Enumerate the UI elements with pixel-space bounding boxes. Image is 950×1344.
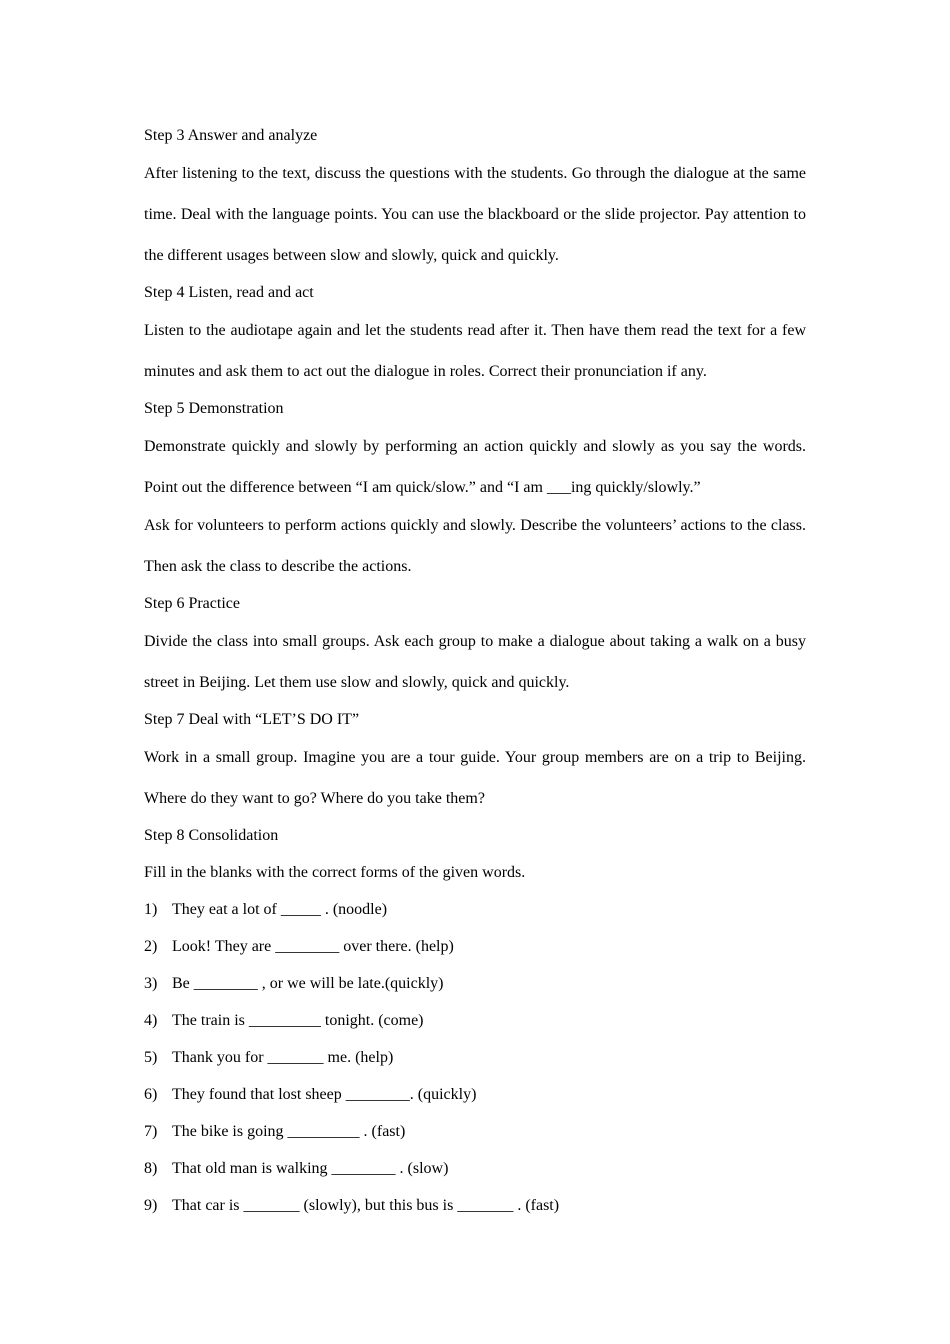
exercise-item (144, 1009, 806, 1033)
exercise-text: The bike is going _________ . (fast) (172, 1123, 406, 1140)
step-5-paragraph-1: Demonstrate quickly and slowly by performing an action quickly and slowly as you say the words. Point out the difference between “I am quick/slow.” and “I am ___ing quickly/slowly.” (144, 438, 806, 496)
exercise-item (144, 1194, 806, 1218)
exercise-list (144, 898, 806, 1218)
exercise-number: 7) (144, 1123, 158, 1140)
step-6-heading: Step 6 Practice (144, 595, 240, 612)
step-8-instruction: Fill in the blanks with the correct forms of the given words. (144, 864, 526, 881)
step-7-heading: Step 7 Deal with “LET’S DO IT” (144, 711, 360, 728)
exercise-text: The train is _________ tonight. (come) (172, 1012, 424, 1029)
exercise-text: They eat a lot of _____ . (noodle) (172, 901, 388, 918)
exercise-number: 6) (144, 1086, 158, 1103)
exercise-text: Look! They are ________ over there. (help) (172, 938, 454, 955)
step-6-paragraph: Divide the class into small groups. Ask each group to make a dialogue about taking a walk on a busy street in Beijing. Let them use slow and slowly, quick and quickly. (144, 633, 806, 691)
step-4-paragraph: Listen to the audiotape again and let the students read after it. Then have them read the text for a few minutes and ask them to act out the dialogue in roles. Correct their pronunciation if any. (144, 322, 806, 380)
exercise-number: 1) (144, 901, 158, 918)
step-5-paragraph-2: Ask for volunteers to perform actions quickly and slowly. Describe the volunteers’ actions to the class. Then ask the class to describe the actions. (144, 517, 806, 575)
exercise-number: 8) (144, 1160, 158, 1177)
step-3-heading: Step 3 Answer and analyze (144, 127, 318, 144)
exercise-number: 9) (144, 1197, 158, 1214)
step-3-paragraph: After listening to the text, discuss the questions with the students. Go through the dialogue at the same time. Deal with the language points. You can use the blackboard or the slide projector. Pay attention to the different usages between slow and slowly, quick and quickly. (144, 165, 806, 264)
exercise-item (144, 1083, 806, 1107)
step-8-heading: Step 8 Consolidation (144, 827, 279, 844)
exercise-item (144, 972, 806, 996)
exercise-item (144, 1157, 806, 1181)
exercise-number: 5) (144, 1049, 158, 1066)
exercise-text: That old man is walking ________ . (slow) (172, 1160, 449, 1177)
step-4-heading: Step 4 Listen, read and act (144, 284, 314, 301)
exercise-item (144, 898, 806, 922)
step-7-paragraph: Work in a small group. Imagine you are a tour guide. Your group members are on a trip to Beijing. Where do they want to go? Where do you take them? (144, 749, 806, 807)
exercise-item (144, 1046, 806, 1070)
exercise-item (144, 935, 806, 959)
exercise-text: Thank you for _______ me. (help) (172, 1049, 394, 1066)
exercise-number: 4) (144, 1012, 158, 1029)
exercise-number: 2) (144, 938, 158, 955)
document-body (144, 124, 806, 1231)
exercise-text: Be ________ , or we will be late.(quickly) (172, 975, 444, 992)
exercise-text: That car is _______ (slowly), but this bus is _______ . (fast) (172, 1197, 560, 1214)
exercise-number: 3) (144, 975, 158, 992)
exercise-item (144, 1120, 806, 1144)
exercise-text: They found that lost sheep ________. (quickly) (172, 1086, 477, 1103)
step-5-heading: Step 5 Demonstration (144, 400, 284, 417)
